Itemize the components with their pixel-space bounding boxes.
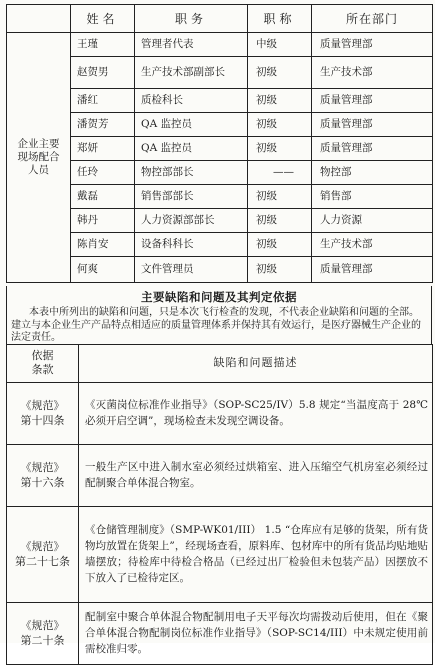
person-name: 赵贺男 xyxy=(71,57,135,89)
person-role: QA 监控员 xyxy=(135,137,248,161)
person-dept: 生产技术部 xyxy=(312,57,433,89)
clause-line: 第十四条 xyxy=(20,414,65,427)
personnel-table xyxy=(6,4,433,283)
table-row xyxy=(7,233,433,257)
findings-note: 本表中所列出的缺陷和问题，只是本次飞行检查的发现，不代表企业缺陷和问题的全部。建立与本企业生产产品特点相适应的质量管理体系并保持其有效运行，是医疗器械生产企业的法定责任。 xyxy=(11,307,421,343)
person-dept: 生产技术部 xyxy=(312,233,433,257)
deficiency-desc: 《灭菌岗位标准作业指导》（SOP-SC25/IV）5.8 规定“当温度高于 28℃必须开启空调”，现场检查未发现空调设备。 xyxy=(79,382,433,444)
person-role: 设备科科长 xyxy=(135,233,248,257)
person-dept: 质量管理部 xyxy=(312,113,433,137)
person-dept: 销售部 xyxy=(312,185,433,209)
table-row xyxy=(7,444,433,506)
person-title: 初级 xyxy=(248,137,312,161)
table-row xyxy=(7,382,433,444)
person-role: 物控部部长 xyxy=(135,161,248,185)
person-name: 潘贺芳 xyxy=(71,113,135,137)
table-row xyxy=(7,161,433,185)
deficiency-desc: 配制室中聚合单体混合物配制用电子天平每次均需拨动后使用，但在《聚合单体混合物配制岗位标准作业指导》（SOP-SC14/III）中未规定使用前需校准归零。 xyxy=(79,602,433,664)
person-title: 初级 xyxy=(248,57,312,89)
person-dept: 质量管理部 xyxy=(312,89,433,113)
person-role: 销售部部长 xyxy=(135,185,248,209)
person-name: 王瑾 xyxy=(71,33,135,57)
person-role: 人力资源部部长 xyxy=(135,209,248,233)
group-label-line: 人员 xyxy=(28,164,49,176)
deficiency-table xyxy=(6,344,433,665)
clause-cell xyxy=(7,382,79,444)
person-dept: 质量管理部 xyxy=(312,257,433,283)
clause-line: 第二十七条 xyxy=(15,555,70,568)
person-name: 潘红 xyxy=(71,89,135,113)
clause-line: 第十六条 xyxy=(20,476,65,489)
header-blank-cell xyxy=(7,5,71,33)
person-name: 何爽 xyxy=(71,257,135,283)
deficiency-header-row xyxy=(7,344,433,382)
group-label xyxy=(7,33,71,283)
clause-line: 《规范》 xyxy=(20,461,65,474)
person-role: 文件管理员 xyxy=(135,257,248,283)
person-name: 戴磊 xyxy=(71,185,135,209)
header-name: 姓名 xyxy=(71,5,135,33)
clause-line: 《规范》 xyxy=(20,399,65,412)
clause-line: 《规范》 xyxy=(20,540,65,553)
header-basis-line: 依据 xyxy=(31,348,54,362)
deficiency-desc: 《仓储管理制度》（SMP-WK01/III） 1.5 “仓库应有足够的货架，所有货物均放置在货架上”，经现场查看，原料库、包材库中的所有货品均贴地贴墙摆放；待检库中待检合格品（已经过出厂检验但未包装产品）因摆放不下放入了已检待定区。 xyxy=(79,506,433,602)
person-role: 质检科长 xyxy=(135,89,248,113)
table-row xyxy=(7,209,433,233)
person-dept: 质量管理部 xyxy=(312,137,433,161)
findings-section xyxy=(6,286,432,345)
header-basis xyxy=(7,344,79,382)
table-row xyxy=(7,33,433,57)
person-role: 管理者代表 xyxy=(135,33,248,57)
person-name: 任玲 xyxy=(71,161,135,185)
person-title: 初级 xyxy=(248,89,312,113)
header-basis-line: 条款 xyxy=(31,362,54,376)
person-role: 生产技术部副部长 xyxy=(135,57,248,89)
deficiency-desc: 一般生产区中进入制水室必须经过烘箱室、进入压缩空气机房室必须经过配制聚合单体混合物室。 xyxy=(79,444,433,506)
person-name: 韩丹 xyxy=(71,209,135,233)
clause-line: 第二十条 xyxy=(20,634,65,647)
clause-cell xyxy=(7,602,79,664)
person-dept: 质量管理部 xyxy=(312,33,433,57)
table-row xyxy=(7,113,433,137)
table-row xyxy=(7,89,433,113)
clause-cell xyxy=(7,444,79,506)
clause-line: 《规范》 xyxy=(20,619,65,632)
table-row xyxy=(7,57,433,89)
group-label-line: 企业主要 xyxy=(17,138,60,150)
table-row xyxy=(7,137,433,161)
person-name: 陈肖安 xyxy=(71,233,135,257)
person-role: QA 监控员 xyxy=(135,113,248,137)
findings-title: 主要缺陷和问题及其判定依据 xyxy=(141,290,297,304)
person-title: —— xyxy=(248,161,312,185)
person-title: 中级 xyxy=(248,33,312,57)
person-title: 初级 xyxy=(248,113,312,137)
person-title: 初级 xyxy=(248,185,312,209)
person-title: 初级 xyxy=(248,209,312,233)
table-row xyxy=(7,185,433,209)
table-row xyxy=(7,506,433,602)
personnel-header-row xyxy=(7,5,433,33)
header-title: 职称 xyxy=(248,5,312,33)
person-title: 初级 xyxy=(248,233,312,257)
table-row xyxy=(7,257,433,283)
header-dept: 所在部门 xyxy=(312,5,433,33)
table-row xyxy=(7,602,433,664)
person-title: 初级 xyxy=(248,257,312,283)
person-dept: 物控部 xyxy=(312,161,433,185)
group-label-line: 现场配合 xyxy=(17,151,60,163)
header-desc: 缺陷和问题描述 xyxy=(79,344,433,382)
person-name: 郑妍 xyxy=(71,137,135,161)
header-role: 职务 xyxy=(135,5,248,33)
person-dept: 人力资源 xyxy=(312,209,433,233)
clause-cell xyxy=(7,506,79,602)
